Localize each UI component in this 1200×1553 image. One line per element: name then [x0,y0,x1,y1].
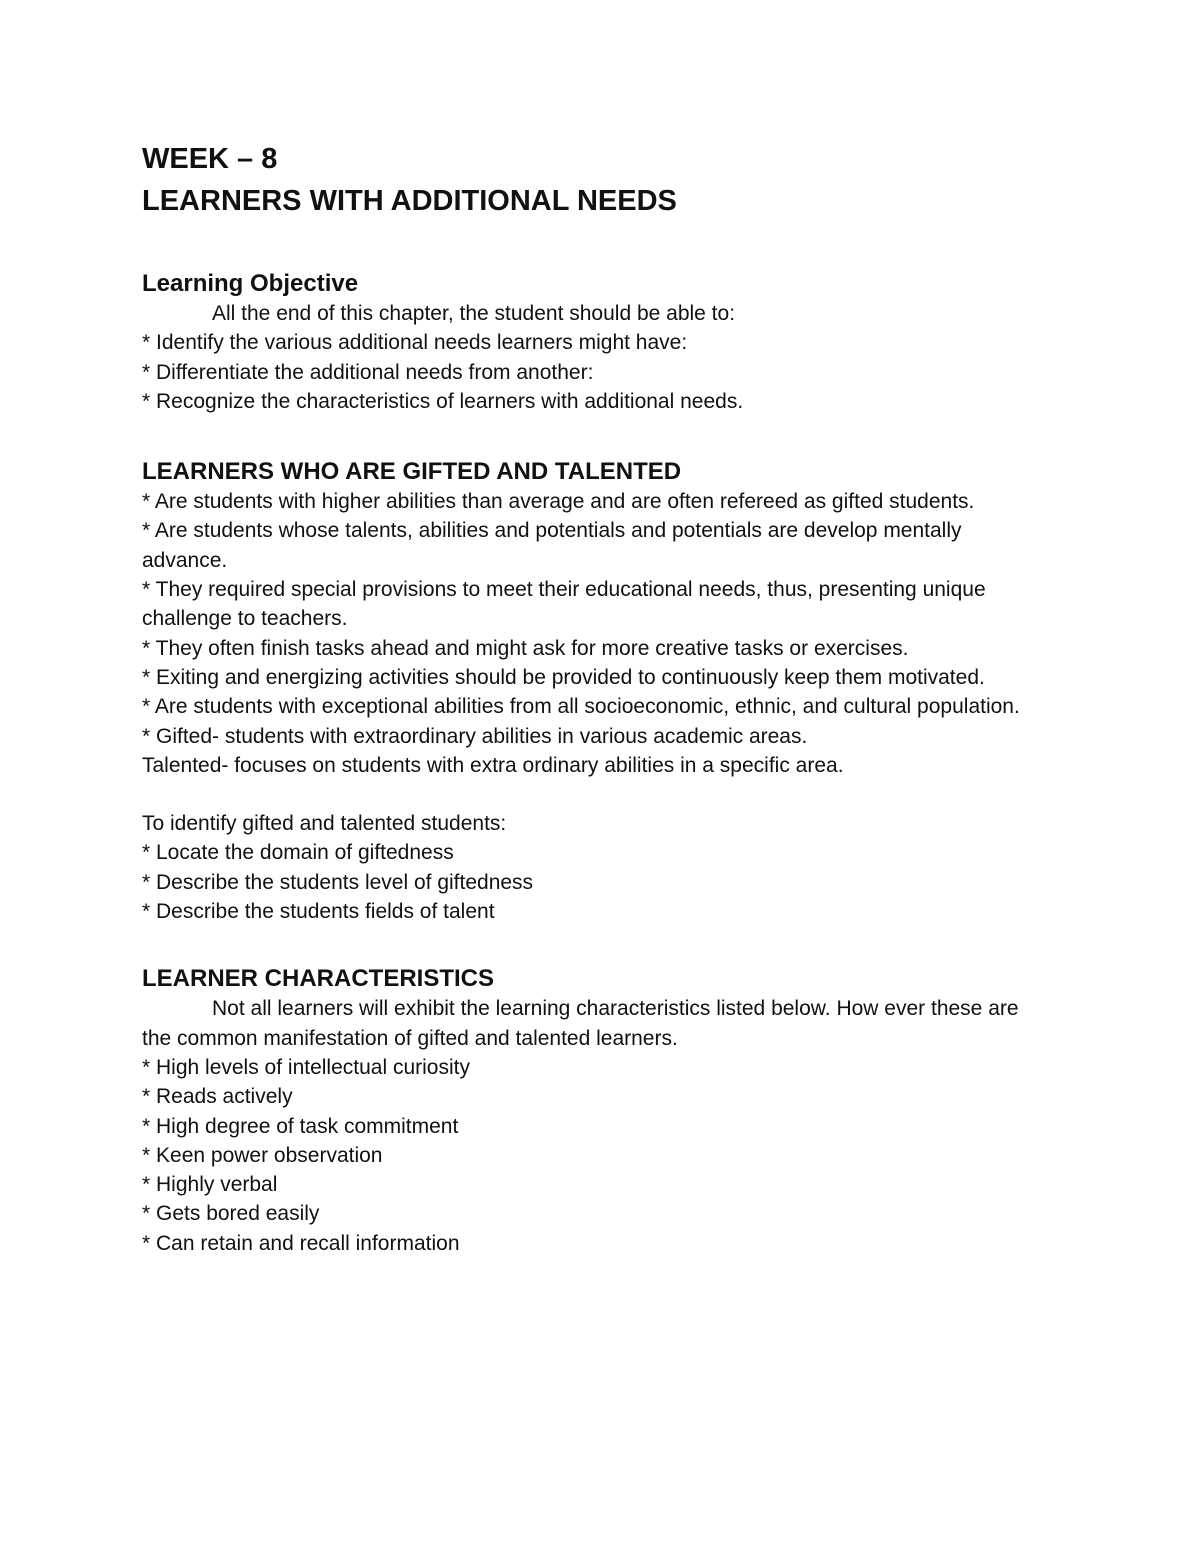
characteristics-heading: LEARNER CHARACTERISTICS [142,965,495,993]
gifted-heading: LEARNERS WHO ARE GIFTED AND TALENTED [142,458,682,486]
gifted-item: * They required special provisions to meet their educational needs, thus, presenting unique challenge to teachers. [142,578,986,631]
gifted-item: * Exiting and energizing activities should be provided to continuously keep them motivated. [142,665,985,689]
gifted-item: * Are students with higher abilities than average and are often refereed as gifted students. [142,490,975,514]
objective-item: * Identify the various additional needs learners might have: [142,331,688,355]
gifted-item: * Are students whose talents, abilities and potentials and potentials are develop mentally advance. [142,519,962,572]
learning-objective-heading: Learning Objective [142,270,359,297]
gifted-list [142,487,1042,780]
characteristics-list [142,1053,1042,1258]
talented-definition: Talented- focuses on students with extra ordinary abilities in a specific area. [142,753,844,777]
characteristics-intro: Not all learners will exhibit the learning characteristics listed below. How ever these are the common manifestation of gifted and talented learners. [142,997,1019,1050]
characteristic-item: * Reads actively [142,1085,293,1109]
identify-item: * Describe the students level of giftedness [142,870,534,894]
objective-item: * Recognize the characteristics of learners with additional needs. [142,389,744,413]
gifted-item: * Are students with exceptional abilities from all socioeconomic, ethnic, and cultural population. [142,695,1020,719]
characteristic-item: * Keen power observation [142,1143,383,1167]
week-title: WEEK – 8 [142,143,278,175]
identify-intro: To identify gifted and talented students: [142,812,507,836]
characteristic-item: * High levels of intellectual curiosity [142,1055,470,1079]
identify-item: * Describe the students fields of talent [142,900,495,924]
characteristic-item: * Can retain and recall information [142,1231,460,1255]
objective-intro: All the end of this chapter, the student should be able to: [212,302,736,325]
objective-item: * Differentiate the additional needs from another: [142,360,594,384]
identify-list [142,838,1042,926]
characteristic-item: * Gets bored easily [142,1202,320,1226]
objective-list [142,328,1042,416]
document-page [142,138,1042,1258]
characteristic-item: * Highly verbal [142,1173,278,1197]
gifted-item: * Gifted- students with extraordinary abilities in various academic areas. [142,724,808,748]
identify-item: * Locate the domain of giftedness [142,841,454,865]
main-title: LEARNERS WITH ADDITIONAL NEEDS [142,185,677,217]
gifted-item: * They often finish tasks ahead and might ask for more creative tasks or exercises. [142,636,909,660]
characteristic-item: * High degree of task commitment [142,1114,459,1138]
